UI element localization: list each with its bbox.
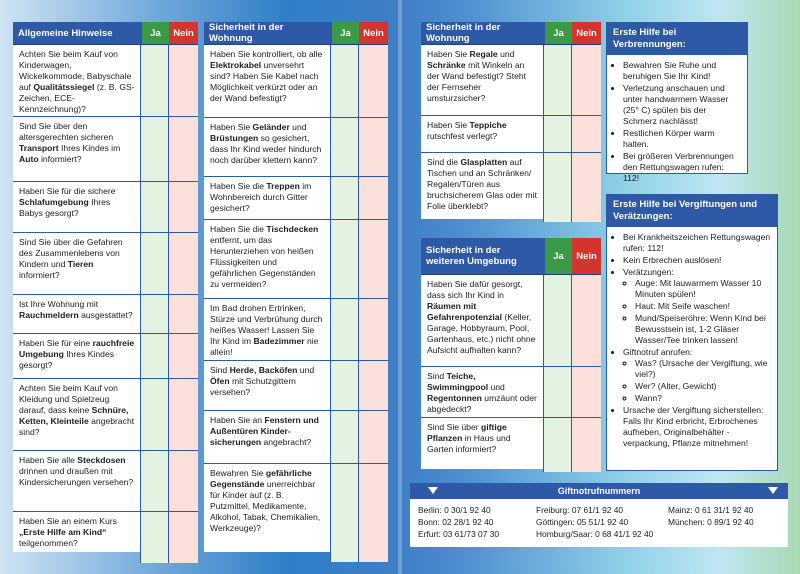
- question-text: nie allein!: [210, 336, 319, 357]
- ja-checkbox[interactable]: [331, 45, 359, 117]
- poison-subitem: ◦ Wer? (Alter, Gewicht): [635, 381, 771, 392]
- ja-checkbox[interactable]: [331, 361, 359, 410]
- question-text: und: [497, 49, 515, 59]
- hotline-entry: Mainz: 0 61 31/1 92 40: [668, 505, 754, 515]
- nein-checkbox[interactable]: [572, 275, 601, 366]
- ja-checkbox[interactable]: [141, 512, 169, 563]
- nein-checkbox[interactable]: [169, 45, 198, 116]
- question-keyword: Auto: [19, 154, 39, 164]
- checklist-row: [13, 232, 198, 294]
- triangle-down-icon: [768, 487, 778, 494]
- checklist-surroundings: [421, 238, 601, 469]
- nein-checkbox[interactable]: [359, 118, 388, 176]
- checklist-question: [204, 464, 331, 562]
- checklist-row: [421, 417, 601, 472]
- checklist-question: [421, 45, 544, 115]
- nein-checkbox[interactable]: [359, 220, 388, 298]
- burns-item: • Bei größeren Verbrennungen den Rettungswagen rufen: 112!: [623, 151, 741, 184]
- nein-checkbox[interactable]: [359, 464, 388, 562]
- section-title: Sicherheit in der weiteren Umgebung: [426, 245, 517, 267]
- question-text: Ist Ihre Wohnung mit: [19, 299, 99, 309]
- question-text: unerreichbar für Kinder auf (z. B. Putzmittel, Medikamente, Alkohol, Tabak, Chemikalien, Werkzeuge)?: [210, 479, 321, 533]
- question-text: Haben Sie kontrolliert, ob alle: [210, 49, 323, 59]
- ja-label: Ja: [142, 22, 169, 44]
- ja-label: Ja: [545, 22, 572, 44]
- poison-item: [623, 347, 771, 404]
- checklist-general: [13, 22, 198, 552]
- question-text: Ihres Kindes im: [58, 143, 121, 153]
- checklist-question: [13, 295, 141, 333]
- checklist-row: [13, 45, 198, 116]
- poison-item-label: Giftnotruf anrufen:: [623, 347, 693, 357]
- triangle-down-icon: [428, 487, 438, 494]
- checklist-question: [421, 153, 544, 222]
- question-text: Haben Sie an: [210, 415, 265, 425]
- nein-checkbox[interactable]: [359, 299, 388, 360]
- ja-checkbox[interactable]: [544, 418, 572, 472]
- ja-checkbox[interactable]: [544, 45, 572, 115]
- question-text: Achten Sie beim Kauf von Kinderwagen, Wickelkommode, Babyschale auf: [19, 49, 132, 92]
- hotline-col-b: [536, 504, 653, 540]
- question-keyword: Tieren: [67, 259, 94, 269]
- hotline-entry: Homburg/Saar: 0 68 41/1 92 40: [536, 529, 654, 539]
- checklist-row: [204, 298, 388, 360]
- nein-label: Nein: [359, 22, 388, 44]
- checklist-row: [421, 275, 601, 366]
- question-text: (z. B. GS-Zeichen, ECE-Kennzeichnung)?: [19, 82, 135, 114]
- poison-item: • Ursache der Vergiftung sicherstellen: Falls Ihr Kind erbricht, Erbrochenes aufheben, Originalbehälter -verpackung, Pflanze mitnehmen!: [623, 405, 771, 449]
- nein-checkbox[interactable]: [169, 334, 198, 378]
- ja-label: Ja: [332, 22, 359, 44]
- nein-checkbox[interactable]: [572, 116, 601, 152]
- question-text: Ihres Babys gesorgt?: [19, 197, 111, 218]
- ja-checkbox[interactable]: [141, 295, 169, 333]
- checklist-home: [204, 22, 388, 552]
- question-text: Bewahren Sie: [210, 468, 266, 478]
- checklist-question: [204, 177, 331, 219]
- checklist-general-header: [13, 22, 198, 45]
- question-keyword: gefährliche Gegenstände: [210, 468, 312, 489]
- ja-checkbox[interactable]: [331, 299, 359, 360]
- question-text: Haben Sie an einem Kurs: [19, 516, 117, 526]
- checklist-row: [421, 115, 601, 152]
- nein-checkbox[interactable]: [359, 411, 388, 463]
- ja-checkbox[interactable]: [141, 334, 169, 378]
- ja-label: Ja: [545, 238, 572, 274]
- nein-label: Nein: [572, 238, 601, 274]
- checklist-question: [13, 117, 141, 181]
- question-text: Haben Sie: [210, 122, 253, 132]
- checklist-row: [421, 152, 601, 222]
- checklist-row: [13, 333, 198, 378]
- checklist-row: [421, 45, 601, 115]
- question-text: mit Schutzgittern versehen?: [210, 376, 296, 397]
- question-text: und: [297, 365, 315, 375]
- nein-checkbox[interactable]: [169, 182, 198, 232]
- question-text: Sind Sie über: [427, 422, 481, 432]
- checklist-row: [204, 463, 388, 562]
- question-text: informiert?: [38, 154, 82, 164]
- burns-item: • Bewahren Sie Ruhe und beruhigen Sie Ihr Kind!: [623, 60, 741, 82]
- hotline-numbers: [410, 499, 788, 547]
- checklist-question: [13, 334, 141, 378]
- poison-item: [623, 267, 771, 346]
- question-keyword: Schnüre, Ketten, Kleinteile: [19, 405, 129, 426]
- ja-checkbox[interactable]: [331, 177, 359, 219]
- ja-checkbox[interactable]: [544, 367, 572, 417]
- ja-checkbox[interactable]: [544, 116, 572, 152]
- nein-label: Nein: [572, 22, 601, 44]
- checklist-question: [421, 116, 544, 152]
- nein-checkbox[interactable]: [359, 45, 388, 117]
- question-text: Sind die: [427, 157, 461, 167]
- checklist-question: [204, 220, 331, 298]
- burns-list: [607, 55, 747, 189]
- checklist-row: [13, 181, 198, 232]
- question-keyword: Räumen mit Gefahrenpotenzial: [427, 301, 502, 322]
- question-text: Im Bad drohen Ertrinken, Stürze und Verbrühung durch heißes Wasser! Lassen Sie Ihr Kind im: [210, 303, 323, 346]
- ja-checkbox[interactable]: [331, 464, 359, 562]
- checklist-row: [204, 176, 388, 219]
- question-text: Haben Sie dafür gesorgt, dass sich Ihr Kind in: [427, 279, 523, 300]
- checklist-question: [13, 182, 141, 232]
- nein-label: Nein: [169, 22, 198, 44]
- question-keyword: Schlafumgebung: [19, 197, 89, 207]
- section-title: Sicherheit in der Wohnung: [426, 22, 501, 44]
- question-keyword: Elektrokabel: [210, 60, 262, 70]
- poison-subitem: ◦ Haut: Mit Seife waschen!: [635, 301, 771, 312]
- checklist-question: [204, 361, 331, 410]
- checklist-question: [13, 379, 141, 450]
- question-keyword: „Erste Hilfe am Kind“: [19, 527, 107, 537]
- checklist-row: [204, 117, 388, 176]
- nein-checkbox[interactable]: [169, 117, 198, 181]
- first-aid-poisoning: [606, 194, 778, 471]
- nein-checkbox[interactable]: [359, 177, 388, 219]
- question-keyword: Glasplatten: [460, 157, 508, 167]
- checklist-row: [204, 410, 388, 463]
- question-text: drinnen und draußen mit Kindersicherungen versehen?: [19, 466, 134, 487]
- hotline-entry: Freiburg: 07 61/1 92 40: [536, 505, 624, 515]
- hotline-header: [410, 483, 788, 499]
- nein-checkbox[interactable]: [572, 45, 601, 115]
- question-keyword: Schränke: [427, 60, 466, 70]
- poison-subitem: ◦ Mund/Speiseröhre: Wenn Kind bei Bewusstsein ist, 1-2 Gläser Wasser/Tee trinken lassen!: [635, 313, 771, 346]
- hotline-col-a: [418, 504, 499, 540]
- question-text: teilgenommen?: [19, 538, 78, 548]
- burns-item: • Restlichen Körper warm halten.: [623, 128, 741, 150]
- ja-checkbox[interactable]: [141, 117, 169, 181]
- question-text: rutschfest verlegt?: [427, 131, 498, 141]
- question-text: auf Tischen und an Schränken/ Regalen/Türen aus bruchsicherem Glas oder mit Folie überklebt?: [427, 157, 537, 211]
- poison-subitem: ◦ Wann?: [635, 393, 771, 404]
- checklist-question: [13, 512, 141, 563]
- section-title: Allgemeine Hinweise: [18, 27, 113, 39]
- page-fold: [398, 0, 402, 574]
- question-keyword: Herde, Backöfen: [229, 365, 298, 375]
- hotline-title: Giftnotrufnummern: [557, 486, 641, 496]
- question-text: unversehrt sind? Haben Sie Kabel nach Möglichkeit verkürzt oder an der Wand befestigt?: [210, 60, 319, 103]
- poison-item: • Kein Erbrechen auslösen!: [623, 255, 771, 266]
- question-text: Haben Sie: [427, 49, 470, 59]
- hotline-entry: Erfurt: 03 61/73 07 30: [418, 529, 500, 539]
- checklist-row: [421, 366, 601, 417]
- hotline-entry: Berlin: 0 30/1 92 40: [418, 505, 491, 515]
- checklist-row: [13, 450, 198, 511]
- question-text: Sind: [210, 365, 230, 375]
- checklist-question: [204, 299, 331, 360]
- question-keyword: rauchfreie Umgebung: [19, 338, 135, 359]
- nein-checkbox[interactable]: [169, 379, 198, 450]
- question-text: Haben Sie alle: [19, 455, 78, 465]
- question-text: Haben Sie für eine: [19, 338, 93, 348]
- checklist-question: [421, 275, 544, 366]
- ja-checkbox[interactable]: [331, 411, 359, 463]
- poison-item-label: Verätzungen:: [623, 267, 674, 277]
- ja-checkbox[interactable]: [141, 233, 169, 294]
- question-keyword: Teiche, Swimmingpool: [427, 371, 489, 392]
- poison-list: [607, 227, 777, 454]
- checklist-row: [13, 116, 198, 181]
- checklist-question: [13, 451, 141, 511]
- question-text: Ihres Kindes gesorgt?: [19, 349, 115, 370]
- hotline-entry: Göttingen: 05 51/1 92 40: [536, 517, 629, 527]
- checklist-question: [421, 367, 544, 417]
- question-text: Sind Sie über die Gefahren des Zusammenlebens von Kindern und: [19, 237, 123, 269]
- poison-item: • Bei Krankheitszeichen Rettungswagen rufen: 112!: [623, 232, 771, 254]
- checklist-surroundings-header: [421, 238, 601, 275]
- checklist-home-2: [421, 22, 601, 219]
- nein-checkbox[interactable]: [169, 295, 198, 333]
- burns-title: Erste Hilfe bei Verbrennungen:: [607, 23, 747, 55]
- checklist-question: [13, 45, 141, 116]
- checklist-question: [204, 411, 331, 463]
- question-text: und: [488, 382, 505, 392]
- nein-checkbox[interactable]: [169, 512, 198, 563]
- question-keyword: Badezimmer: [253, 336, 305, 346]
- ja-checkbox[interactable]: [141, 182, 169, 232]
- ja-checkbox[interactable]: [544, 153, 572, 222]
- checklist-row: [204, 219, 388, 298]
- checklist-row: [13, 511, 198, 563]
- question-keyword: Brüstungen: [210, 133, 259, 143]
- checklist-row: [204, 360, 388, 410]
- question-keyword: Rauchmeldern: [19, 310, 79, 320]
- question-text: Sind Sie über den altersgerechten sicheren: [19, 121, 114, 142]
- checklist-row: [204, 45, 388, 117]
- question-text: Achten Sie beim Kauf von Kleidung und Spielzeug darauf, dass keine: [19, 383, 118, 415]
- question-text: Haben Sie die: [210, 224, 267, 234]
- ja-checkbox[interactable]: [141, 379, 169, 450]
- ja-checkbox[interactable]: [331, 118, 359, 176]
- question-keyword: Öfen: [210, 376, 230, 386]
- question-keyword: Fenstern und Außentüren Kinder-sicherungen: [210, 415, 319, 447]
- checklist-question: [204, 118, 331, 176]
- question-text: (Keller, Garage, Hobbyraum, Pool, Gartenhaus, etc.) nicht ohne Aufsicht aufhalten kann?: [427, 312, 536, 355]
- hotline-col-c: [668, 504, 754, 528]
- question-keyword: Regale: [469, 49, 498, 59]
- question-text: angebracht?: [261, 437, 312, 447]
- checklist-home-2-header: [421, 22, 601, 45]
- checklist-home-header: [204, 22, 388, 45]
- hotline-entry: Bonn: 02 28/1 92 40: [418, 517, 494, 527]
- question-text: entfernt, um das Herunterziehen von heißen Flüssigkeiten und gefährlichen Gegenständen zu vermeiden?: [210, 235, 316, 289]
- question-keyword: giftige Pflanzen: [427, 422, 507, 443]
- first-aid-burns: [606, 22, 748, 183]
- checklist-question: [204, 45, 331, 117]
- nein-checkbox[interactable]: [572, 367, 601, 417]
- poison-subitem: ◦ Auge: Mit lauwarmem Wasser 10 Minuten spülen!: [635, 278, 771, 300]
- burns-item: • Verletzung anschauen und unter handwarmem Wasser (25° C) spülen bis der Schmerz nachlässt!: [623, 83, 741, 127]
- hotline-entry: München: 0 89/1 92 40: [668, 517, 754, 527]
- question-text: Haben Sie für die sichere: [19, 186, 116, 196]
- question-text: in Haus und Garten informiert?: [427, 433, 511, 454]
- section-title: Sicherheit in der Wohnung: [209, 22, 284, 44]
- question-text: im Wohnbereich durch Gitter gesichert?: [210, 181, 312, 213]
- question-keyword: Qualitätssiegel: [33, 82, 95, 92]
- nein-checkbox[interactable]: [572, 153, 601, 222]
- ja-checkbox[interactable]: [544, 275, 572, 366]
- checklist-question: [13, 233, 141, 294]
- question-text: Sind: [427, 371, 447, 381]
- question-keyword: Teppiche: [469, 120, 507, 130]
- question-keyword: Geländer: [252, 122, 290, 132]
- question-text: angebracht sind?: [19, 416, 135, 437]
- caustic-sublist: [623, 278, 771, 346]
- hotline-sublist: [623, 358, 771, 404]
- question-text: mit Winkeln an der Wand befestigt? Steht der Fernseher umsturzsicher?: [427, 60, 527, 103]
- ja-checkbox[interactable]: [331, 220, 359, 298]
- question-text: und: [289, 122, 307, 132]
- question-text: so gesichert, dass Ihr Kind weder hindurch noch darüber klettern kann?: [210, 133, 322, 165]
- question-text: informiert?: [19, 270, 60, 280]
- question-text: ausgestattet?: [78, 310, 133, 320]
- ja-checkbox[interactable]: [141, 45, 169, 116]
- question-text: Haben Sie die: [210, 181, 267, 191]
- nein-checkbox[interactable]: [359, 361, 388, 410]
- nein-checkbox[interactable]: [572, 418, 601, 472]
- question-keyword: Treppen: [266, 181, 300, 191]
- checklist-question: [421, 418, 544, 472]
- poison-title: Erste Hilfe bei Vergiftungen und Verätzungen:: [607, 195, 777, 227]
- poison-subitem: ◦ Was? (Ursache der Vergiftung, wie viel?): [635, 358, 771, 380]
- question-keyword: Tischdecken: [266, 224, 319, 234]
- nein-checkbox[interactable]: [169, 451, 198, 511]
- question-keyword: Regentonnen: [427, 393, 482, 403]
- question-keyword: Steckdosen: [77, 455, 126, 465]
- nein-checkbox[interactable]: [169, 233, 198, 294]
- checklist-row: [13, 294, 198, 333]
- question-keyword: Transport: [19, 143, 59, 153]
- question-text: Haben Sie: [427, 120, 470, 130]
- ja-checkbox[interactable]: [141, 451, 169, 511]
- question-text: umzäunt oder abgedeckt?: [427, 393, 537, 414]
- checklist-row: [13, 378, 198, 450]
